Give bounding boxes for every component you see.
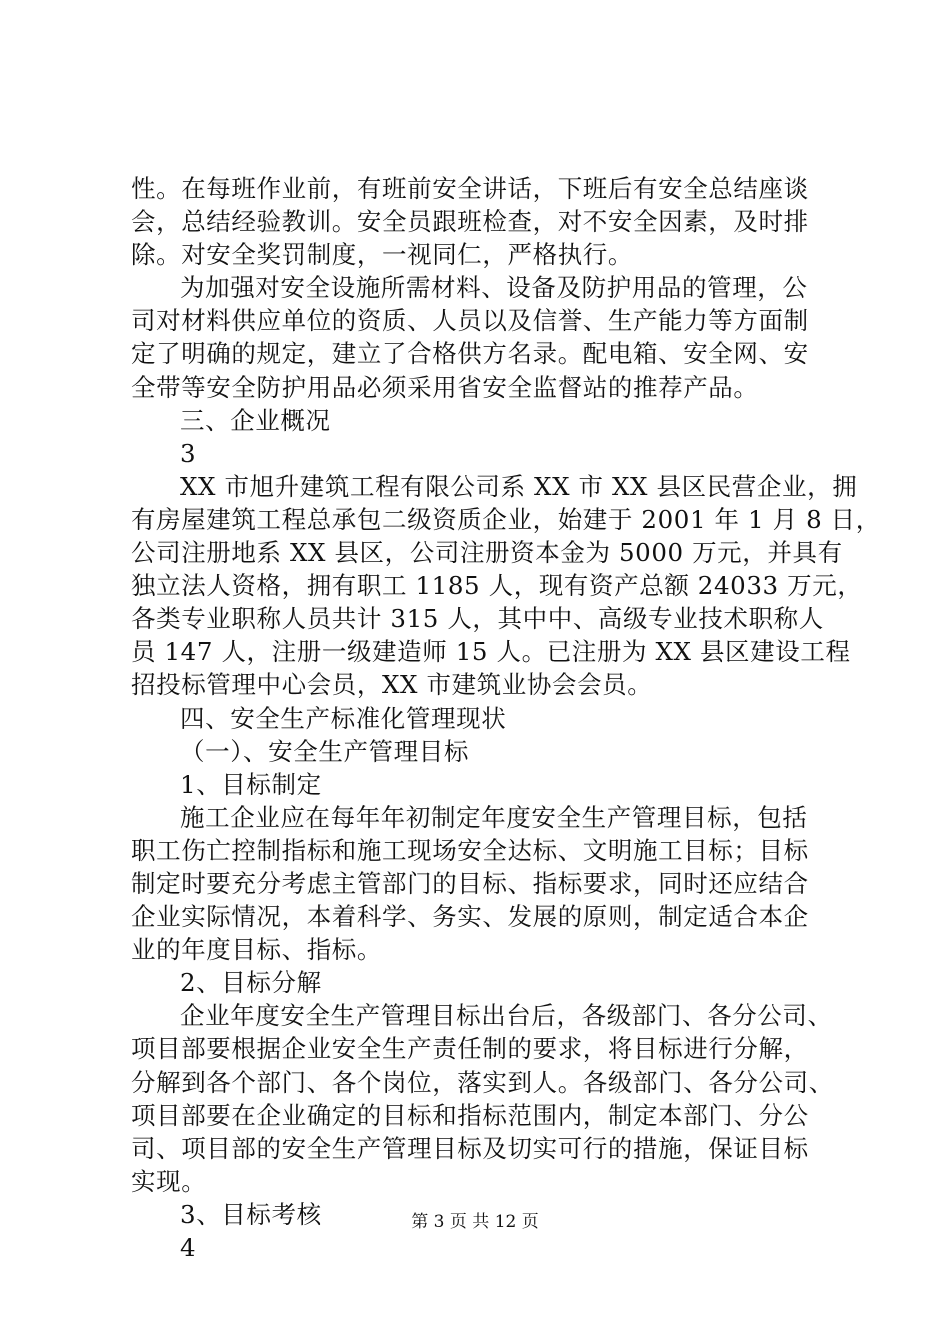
text-line: 3、目标考核 xyxy=(180,1199,322,1229)
text-line: 施工企业应在每年年初制定年度安全生产管理目标，包括 xyxy=(180,802,808,832)
text-line: 定了明确的规定，建立了合格供方名录。配电箱、安全网、安 xyxy=(131,339,809,369)
text-line: （一）、安全生产管理目标 xyxy=(180,736,469,766)
text-line: 司、项目部的安全生产管理目标及切实可行的措施，保证目标 xyxy=(131,1133,809,1163)
text-line: 项目部要根据企业安全生产责任制的要求，将目标进行分解， xyxy=(131,1034,809,1064)
text-line: 业的年度目标、指标。 xyxy=(131,935,382,965)
document-body xyxy=(131,172,881,1264)
text-line: 全带等安全防护用品必须采用省安全监督站的推荐产品。 xyxy=(131,372,759,402)
text-line: 2、目标分解 xyxy=(180,968,322,998)
page-footer: 第 3 页 共 12 页 xyxy=(411,1212,539,1232)
text-line: 项目部要在企业确定的目标和指标范围内，制定本部门、分公 xyxy=(131,1100,809,1130)
text-line: 招投标管理中心会员，XX 市建筑业协会会员。 xyxy=(131,670,653,700)
text-line: 为加强对安全设施所需材料、设备及防护用品的管理，公 xyxy=(180,273,808,303)
text-line: 公司注册地系 XX 县区，公司注册资本金为 5000 万元，并具有 xyxy=(131,538,843,568)
text-line: 企业年度安全生产管理目标出台后，各级部门、各分公司、 xyxy=(180,1001,833,1031)
text-line: 司对材料供应单位的资质、人员以及信誉、生产能力等方面制 xyxy=(131,306,809,336)
text-line: 3 xyxy=(180,438,197,468)
text-line: 制定时要充分考虑主管部门的目标、指标要求，同时还应结合 xyxy=(131,868,809,898)
text-line: 除。对安全奖罚制度，一视同仁，严格执行。 xyxy=(131,240,633,270)
text-line: 企业实际情况，本着科学、务实、发展的原则，制定适合本企 xyxy=(131,902,809,932)
text-line: 四、安全生产标准化管理现状 xyxy=(180,703,507,733)
text-line: 独立法人资格，拥有职工 1185 人，现有资产总额 24033 万元， xyxy=(131,571,863,601)
text-line: 分解到各个部门、各个岗位，落实到人。各级部门、各分公司、 xyxy=(131,1067,834,1097)
text-line: 性。在每班作业前，有班前安全讲话，下班后有安全总结座谈 xyxy=(131,174,809,203)
text-line: 职工伤亡控制指标和施工现场安全达标、文明施工目标；目标 xyxy=(131,835,809,865)
text-line: 有房屋建筑工程总承包二级资质企业，始建于 2001 年 1 月 8 日， xyxy=(131,504,881,534)
text-line: 各类专业职称人员共计 315 人，其中中、高级专业技术职称人 xyxy=(131,604,824,634)
text-line: 员 147 人，注册一级建造师 15 人。已注册为 XX 县区建设工程 xyxy=(131,637,851,667)
text-line: 4 xyxy=(180,1233,197,1262)
text-line: 实现。 xyxy=(131,1166,207,1196)
text-line: 三、企业概况 xyxy=(180,405,331,435)
text-line: 会，总结经验教训。安全员跟班检查，对不安全因素，及时排 xyxy=(131,207,809,237)
text-line: 1、目标制定 xyxy=(180,769,322,799)
text-line: XX 市旭升建筑工程有限公司系 XX 市 XX 县区民营企业，拥 xyxy=(180,471,858,501)
